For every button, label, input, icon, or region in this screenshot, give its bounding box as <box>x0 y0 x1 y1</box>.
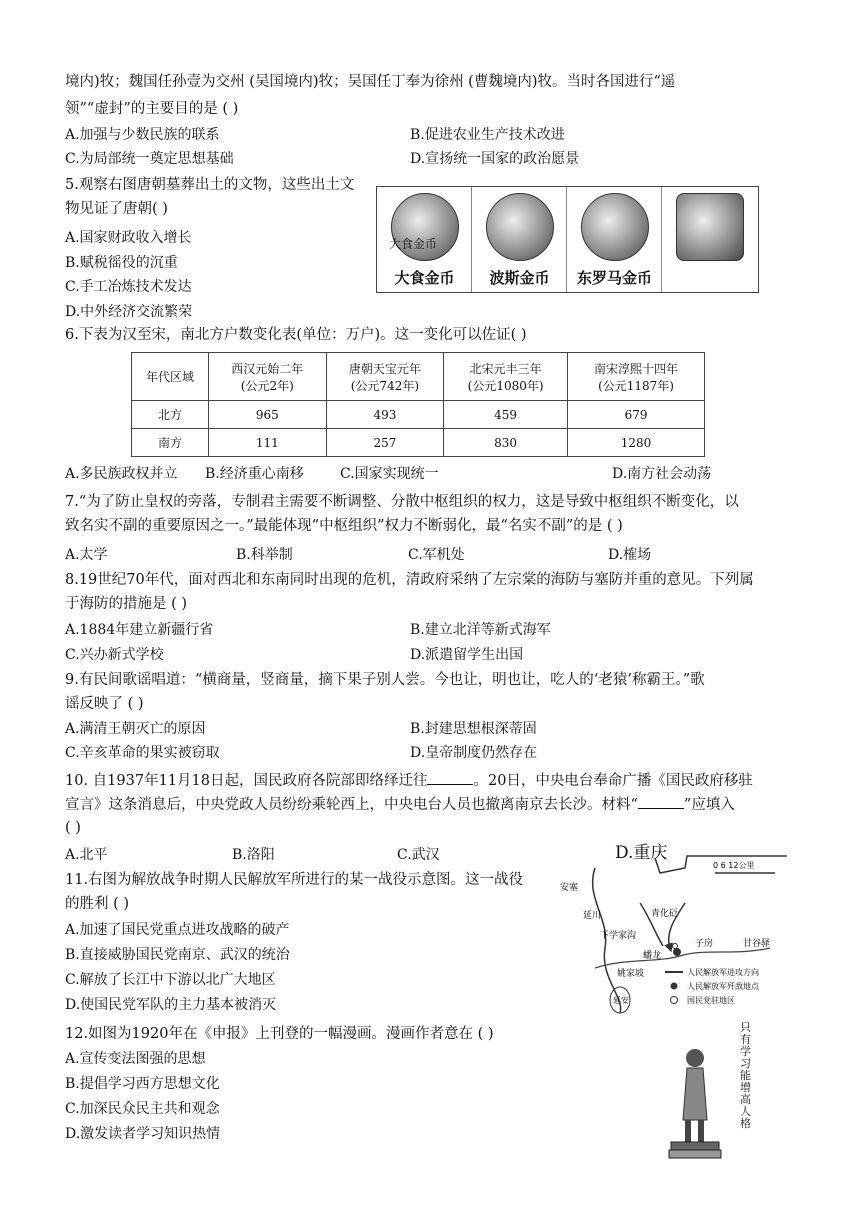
table-cell: 南方 <box>132 429 209 457</box>
q10-line1-part1: 10. 自1937年11月18日起，国民政府各院部即络绎迁往 <box>65 773 428 789</box>
q10-line2 <box>65 794 735 815</box>
q4-option-d: D.宣扬统一国家的政治愿景 <box>410 151 580 167</box>
q11-line2: 的胜利 ( ) <box>65 896 130 912</box>
table-cell: 257 <box>326 429 444 457</box>
q7-option-a: A.太学 <box>65 547 108 563</box>
table-cell: 493 <box>326 401 444 429</box>
q10-line1-part2: 。20日，中央电台奉命广播《国民政府移驻 <box>473 773 753 789</box>
map-place: 安塞 <box>560 883 579 893</box>
q10-option-c: C.武汉 <box>397 847 440 863</box>
q9-option-c: C.辛亥革命的果实被窃取 <box>65 745 220 761</box>
coin-label: 大食金币 <box>394 269 455 287</box>
battle-map <box>555 848 800 1015</box>
table-header-cell: 年代区域 <box>132 353 209 401</box>
fill-blank <box>638 794 684 809</box>
table-row <box>132 401 705 429</box>
q8-option-c: C.兴办新式学校 <box>65 647 164 663</box>
q5-line1: 5.观察右图唐朝墓葬出土的文物，这些出土文 <box>65 177 355 193</box>
q9-option-b: B.封建思想根深蒂固 <box>410 721 537 737</box>
q4-option-c: C.为局部统一奠定思想基础 <box>65 151 234 167</box>
q6-option-c: C.国家实现统一 <box>340 466 439 482</box>
table-cell: 北方 <box>132 401 209 429</box>
table-cell: 111 <box>209 429 327 457</box>
map-place: 姚家坡 <box>617 969 645 979</box>
coin-label: 东罗马金币 <box>576 269 652 287</box>
cartoon-figure <box>665 1040 735 1160</box>
q12-option-d: D.激发读者学习知识热情 <box>65 1126 221 1142</box>
q10-option-d: D.重庆 <box>615 843 668 863</box>
q5-option-a: A.国家财政收入增长 <box>65 230 192 246</box>
q12-option-a: A.宣传变法图强的思想 <box>65 1051 206 1067</box>
q9-option-a: A.满清王朝灭亡的原因 <box>65 721 206 737</box>
map-place: 青化砭 <box>651 909 679 919</box>
q5-option-b: B.赋税徭役的沉重 <box>65 255 178 271</box>
coin-byzantine <box>567 187 662 292</box>
coin-overlay-label: 大食金币 <box>389 237 438 251</box>
q6-option-b: B.经济重心南移 <box>205 466 304 482</box>
q8-line1: 8.19世纪70年代，面对西北和东南同时出现的危机，清政府采纳了左宗棠的海防与塞防并重的意见。下列属 <box>65 572 754 588</box>
table-row <box>132 429 705 457</box>
map-place: 甘谷驿 <box>743 939 771 949</box>
q8-option-a: A.1884年建立新疆行省 <box>65 622 214 638</box>
map-scale: 0 6 12公里 <box>713 861 755 870</box>
fill-blank <box>427 770 473 785</box>
q8-line2: 于海防的措施是 ( ) <box>65 596 188 612</box>
coin-image <box>676 193 744 261</box>
q10-option-a: A.北平 <box>65 847 108 863</box>
q10-line2-part2: ”应填入 <box>683 797 735 813</box>
q7-option-c: C.军机处 <box>408 547 465 563</box>
coin-persia <box>472 187 567 292</box>
map-place: 下学家沟 <box>600 931 637 941</box>
map-place: 子房 <box>695 939 714 949</box>
q4-line2: 领”“虚封”的主要目的是 ( ) <box>65 101 239 117</box>
q10-line1 <box>65 770 753 791</box>
q8-option-b: B.建立北洋等新式海军 <box>410 622 551 638</box>
q5-option-d: D.中外经济交流繁荣 <box>65 304 193 320</box>
battle-map-drawing <box>555 848 800 1015</box>
q10-option-b: B.洛阳 <box>232 847 275 863</box>
map-place: 延安 <box>613 996 629 1005</box>
q9-option-d: D.皇帝制度仍然存在 <box>410 745 538 761</box>
q6-line1: 6.下表为汉至宋，南北方户数变化表(单位：万户)。这一变化可以佐证( ) <box>65 327 527 343</box>
q11-option-b: B.直接威胁国民党南京、武汉的统治 <box>65 947 290 963</box>
table-header-cell: 南宋淳熙十四年 (公元1187年) <box>568 353 705 401</box>
coin-dashi <box>377 187 472 292</box>
cartoon-drawing <box>665 1040 735 1160</box>
q8-option-d: D.派遣留学生出国 <box>410 647 524 663</box>
q9-line2: 谣反映了 ( ) <box>65 696 144 712</box>
q12-line1: 12.如图为1920年在《申报》上刊登的一幅漫画。漫画作者意在 ( ) <box>65 1026 494 1042</box>
q7-option-d: D.榷场 <box>608 547 652 563</box>
table-cell: 965 <box>209 401 327 429</box>
q11-option-a: A.加速了国民党重点进攻战略的破产 <box>65 922 290 938</box>
map-legend-item: 国民党驻地区 <box>687 996 735 1005</box>
coin-image <box>581 193 649 261</box>
table-cell: 679 <box>568 401 705 429</box>
table-header-cell: 唐朝天宝元年 (公元742年) <box>326 353 444 401</box>
coin-tang <box>662 187 757 292</box>
q7-line2: 致名实不副的重要原因之一。”最能体现“中枢组织”权力不断弱化，最“名实不副”的是 ( ) <box>65 518 623 534</box>
map-legend-item: 人民解放军进攻方向 <box>687 968 759 977</box>
map-place: 蟠龙 <box>643 951 662 961</box>
q9-line1: 9.有民间歌谣唱道：“横商量，竖商量，摘下果子别人尝。今也让，明也让，吃人的‘老猿’称霸王。”歌 <box>65 672 705 688</box>
q6-option-d: D.南方社会动荡 <box>612 466 712 482</box>
map-legend-item: 人民解放军歼敌地点 <box>687 982 759 991</box>
cartoon-caption: 只有学习能增高人格 <box>740 1021 751 1130</box>
q10-line2-part1: 宣言》这条消息后，中央党政人员纷纷乘轮西上，中央电台人员也撤离南京去长沙。材料“ <box>65 797 638 813</box>
coin-label: 波斯金币 <box>489 269 550 287</box>
q10-line3: ( ) <box>65 820 81 836</box>
q4-option-a: A.加强与少数民族的联系 <box>65 127 220 143</box>
q12-option-c: C.加深民众民主共和观念 <box>65 1101 220 1117</box>
q6-option-a: A.多民族政权并立 <box>65 466 178 482</box>
q12-option-b: B.提倡学习西方思想文化 <box>65 1076 220 1092</box>
coin-image <box>486 193 554 261</box>
q4-line1: 境内)牧；魏国任孙壹为交州 (吴国境内)牧；吴国任丁奉为徐州 (曹魏境内)牧。当时各国进行“遥 <box>65 74 676 90</box>
q11-option-c: C.解放了长江中下游以北广大地区 <box>65 972 276 988</box>
map-place: 延川 <box>583 911 602 921</box>
table-cell: 1280 <box>568 429 705 457</box>
q11-option-d: D.使国民党军队的主力基本被消灭 <box>65 997 277 1013</box>
q7-option-b: B.科举制 <box>236 547 293 563</box>
q11-line1: 11.右图为解放战争时期人民解放军所进行的某一战役示意图。这一战役 <box>65 872 524 888</box>
q7-line1: 7.“为了防止皇权的旁落，专制君主需要不断调整、分散中枢组织的权力，这是导致中枢组织不断变化，以 <box>65 494 739 510</box>
table-cell: 459 <box>444 401 568 429</box>
table-header-cell: 北宋元丰三年 (公元1080年) <box>444 353 568 401</box>
q5-line2: 物见证了唐朝( ) <box>65 201 168 217</box>
table-cell: 830 <box>444 429 568 457</box>
households-table <box>131 352 705 457</box>
table-header-row <box>132 353 705 401</box>
coins-figure <box>376 186 759 293</box>
q4-option-b: B.促进农业生产技术改进 <box>410 127 565 143</box>
table-header-cell: 西汉元始二年 (公元2年) <box>209 353 327 401</box>
q5-option-c: C.手工冶炼技术发达 <box>65 279 192 295</box>
